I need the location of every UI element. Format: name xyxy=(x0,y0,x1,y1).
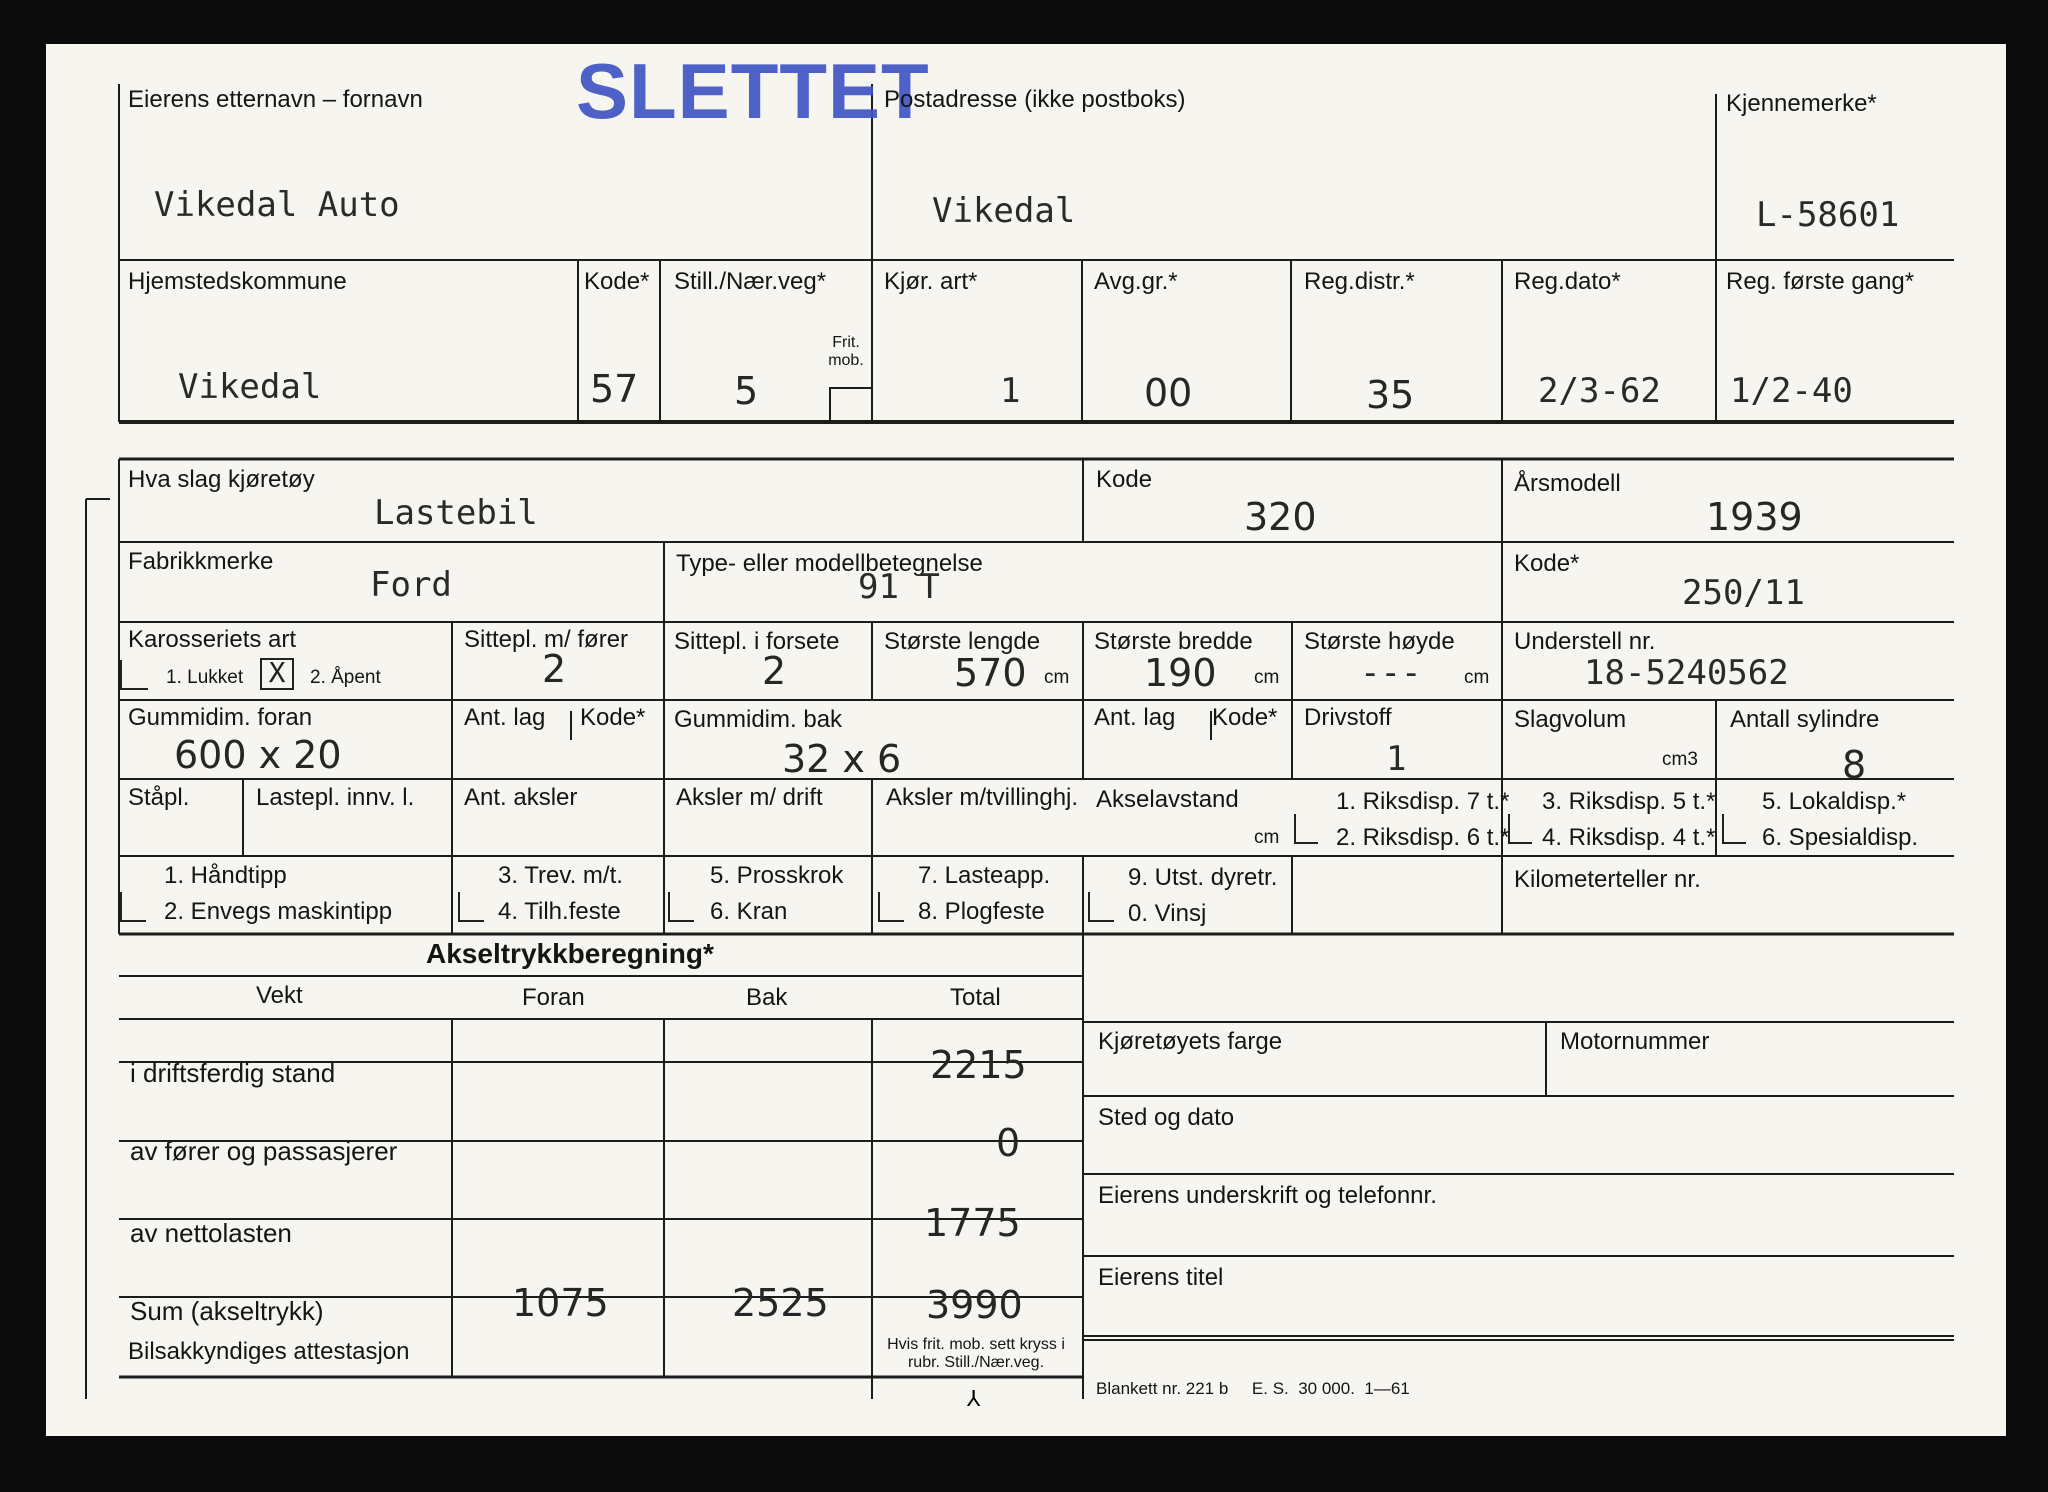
front-ply-label: Ant. lag xyxy=(464,704,546,731)
riksdisp-4-label: 4. Riksdisp. 4 t.* xyxy=(1542,824,1716,851)
seats-with-driver-value: 2 xyxy=(542,647,567,691)
width-label: Største bredde xyxy=(1094,628,1253,655)
row-ready-label: i driftsferdig stand xyxy=(130,1058,336,1088)
kjor-art-value: 1 xyxy=(1000,371,1021,411)
chassis-label: Understell nr. xyxy=(1514,628,1656,655)
still-value: 5 xyxy=(734,369,759,413)
spesialdisp-label: 6. Spesialdisp. xyxy=(1762,824,1919,851)
model-code-label: Kode* xyxy=(1514,550,1580,577)
registration-mark-value: L-58601 xyxy=(1756,195,1900,235)
row-driver-total: 0 xyxy=(996,1121,1021,1165)
wheelbase-label: Akselavstand xyxy=(1096,786,1239,813)
height-value: --- xyxy=(1360,653,1422,693)
row-sum-front: 1075 xyxy=(512,1281,609,1325)
tilh-label: 4. Tilh.feste xyxy=(498,898,621,925)
engine-number-label: Motornummer xyxy=(1560,1028,1710,1055)
arrow-up-icon: ⅄ xyxy=(967,1387,981,1412)
tipp-checkbox[interactable] xyxy=(120,892,146,922)
lasteapp-checkbox[interactable] xyxy=(878,892,904,922)
vehicle-code-value: 320 xyxy=(1244,495,1317,539)
riksdisp-1-label: 1. Riksdisp. 7 t.* xyxy=(1336,788,1510,815)
reg-distr-value: 35 xyxy=(1366,373,1415,417)
reg-date-label: Reg.dato* xyxy=(1514,268,1621,295)
kjor-art-label: Kjør. art* xyxy=(884,268,978,295)
standing-places-label: Ståpl. xyxy=(128,784,190,811)
closed-body-checkbox[interactable] xyxy=(120,660,148,690)
registration-card xyxy=(46,44,2006,1436)
closed-body-label: 1. Lukket xyxy=(166,667,244,688)
trev-label: 3. Trev. m/t. xyxy=(498,862,623,889)
place-date-label: Sted og dato xyxy=(1098,1104,1235,1131)
open-body-checkbox[interactable]: X xyxy=(260,658,294,690)
length-unit: cm xyxy=(1044,667,1070,688)
front-tyre-label: Gummidim. foran xyxy=(128,704,313,731)
model-year-label: Årsmodell xyxy=(1514,470,1621,497)
rear-tyre-value: 32 x 6 xyxy=(782,737,902,781)
length-value: 570 xyxy=(954,651,1027,695)
height-unit: cm xyxy=(1464,667,1490,688)
odometer-label: Kilometerteller nr. xyxy=(1514,866,1701,893)
reg-distr-label: Reg.distr.* xyxy=(1304,268,1415,295)
length-label: Største lengde xyxy=(884,628,1041,655)
rear-tyre-code-label: Kode* xyxy=(1212,704,1278,731)
crane-label: 6. Kran xyxy=(710,898,788,925)
front-tyre-value: 600 x 20 xyxy=(174,733,342,777)
riksdisp-2-label: 2. Riksdisp. 6 t.* xyxy=(1336,824,1510,851)
fuel-value: 1 xyxy=(1386,739,1407,779)
row-sum-label: Sum (akseltrykk) xyxy=(130,1296,324,1326)
col-front-header: Foran xyxy=(522,984,585,1011)
make-value: Ford xyxy=(370,565,452,605)
row-driver-label: av fører og passasjerer xyxy=(130,1136,398,1166)
owner-signature-label: Eierens underskrift og telefonnr. xyxy=(1098,1182,1437,1209)
rear-tyre-label: Gummidim. bak xyxy=(674,706,843,733)
model-value: 91 T xyxy=(858,567,940,607)
utst-label: 9. Utst. dyretr. xyxy=(1128,864,1278,891)
fuel-label: Drivstoff xyxy=(1304,704,1392,731)
width-unit: cm xyxy=(1254,667,1280,688)
winch-label: 0. Vinsj xyxy=(1128,900,1207,927)
frit-mob-label: Frit. mob. xyxy=(828,334,864,370)
code-label: Kode* xyxy=(584,268,650,295)
frit-mob-note: Hvis frit. mob. sett kryss i rubr. Still./Nær.veg. xyxy=(887,1336,1065,1372)
row-sum-rear: 2525 xyxy=(732,1281,829,1325)
twin-axles-label: Aksler m/tvillinghj. xyxy=(886,784,1079,811)
registration-mark-label: Kjennemerke* xyxy=(1726,90,1877,117)
machine-tipper-label: 2. Envegs maskintipp xyxy=(164,898,393,925)
seats-with-driver-label: Sittepl. m/ fører xyxy=(464,626,629,653)
postal-address-value: Vikedal xyxy=(932,191,1076,231)
vehicle-type-value: Lastebil xyxy=(374,493,538,533)
home-municipality-label: Hjemstedskommune xyxy=(128,268,347,295)
riksdisp-3-label: 3. Riksdisp. 5 t.* xyxy=(1542,788,1716,815)
hand-tipper-label: 1. Håndtipp xyxy=(164,862,287,889)
reg-date-value: 2/3-62 xyxy=(1538,371,1661,411)
tow-checkbox[interactable] xyxy=(458,892,484,922)
model-code-value: 250/11 xyxy=(1682,573,1805,613)
vehicle-type-label: Hva slag kjøretøy xyxy=(128,466,315,493)
avg-gr-value: 00 xyxy=(1144,371,1193,415)
col-total-header: Total xyxy=(950,984,1001,1011)
displacement-unit: cm3 xyxy=(1662,749,1698,770)
vehicle-code-label: Kode xyxy=(1096,466,1153,493)
rear-ply-label: Ant. lag xyxy=(1094,704,1176,731)
col-weight-header: Vekt xyxy=(256,982,303,1009)
driven-axles-label: Aksler m/ drift xyxy=(676,784,823,811)
axle-pressure-title: Akseltrykkberegning* xyxy=(426,938,714,969)
prosskrok-checkbox[interactable] xyxy=(668,892,694,922)
cylinders-label: Antall sylindre xyxy=(1730,706,1880,733)
prosskrok-label: 5. Prosskrok xyxy=(710,862,844,889)
owner-title-label: Eierens titel xyxy=(1098,1264,1224,1291)
wheelbase-unit: cm xyxy=(1254,827,1280,848)
cargo-length-label: Lastepl. innv. l. xyxy=(256,784,415,811)
postal-address-label: Postadresse (ikke postboks) xyxy=(884,86,1186,113)
plow-label: 8. Plogfeste xyxy=(918,898,1045,925)
inspector-attestation-label: Bilsakkyndiges attestasjon xyxy=(128,1338,410,1365)
front-tyre-code-label: Kode* xyxy=(580,704,646,731)
owner-name-label: Eierens etternavn – fornavn xyxy=(128,86,423,113)
lasteapp-label: 7. Lasteapp. xyxy=(918,862,1051,889)
height-label: Største høyde xyxy=(1304,628,1455,655)
riksdisp-12-checkbox[interactable] xyxy=(1294,814,1318,844)
riksdisp-34-checkbox[interactable] xyxy=(1508,814,1532,844)
first-reg-value: 1/2-40 xyxy=(1730,371,1853,411)
row-net-label: av nettolasten xyxy=(130,1218,292,1248)
model-year-value: 1939 xyxy=(1706,495,1803,539)
displacement-label: Slagvolum xyxy=(1514,706,1627,733)
code-value: 57 xyxy=(590,367,639,411)
open-body-label: 2. Åpent xyxy=(310,667,381,688)
lokaldisp-label: 5. Lokaldisp.* xyxy=(1762,788,1907,815)
row-net-total: 1775 xyxy=(924,1201,1021,1245)
row-sum-total: 3990 xyxy=(926,1283,1023,1327)
vehicle-color-label: Kjøretøyets farge xyxy=(1098,1028,1283,1055)
first-reg-label: Reg. første gang* xyxy=(1726,268,1915,295)
front-seats-value: 2 xyxy=(762,649,787,693)
model-label: Type- eller modellbetegnelse xyxy=(676,550,983,577)
width-value: 190 xyxy=(1144,651,1217,695)
col-rear-header: Bak xyxy=(746,984,788,1011)
still-label: Still./Nær.veg* xyxy=(674,268,827,295)
lokaldisp-checkbox[interactable] xyxy=(1722,814,1746,844)
slettet-stamp: SLETTET xyxy=(576,47,930,135)
cylinders-value: 8 xyxy=(1842,743,1867,787)
avg-gr-label: Avg.gr.* xyxy=(1094,268,1178,295)
home-municipality-value: Vikedal xyxy=(178,367,322,407)
form-number: Blankett nr. 221 b E. S. 30 000. 1—61 xyxy=(1096,1379,1410,1398)
row-ready-total: 2215 xyxy=(930,1043,1027,1087)
axle-count-label: Ant. aksler xyxy=(464,784,578,811)
front-seats-label: Sittepl. i forsete xyxy=(674,628,840,655)
body-type-label: Karosseriets art xyxy=(128,626,297,653)
make-label: Fabrikkmerke xyxy=(128,548,274,575)
chassis-value: 18-5240562 xyxy=(1584,653,1789,693)
utst-checkbox[interactable] xyxy=(1088,892,1114,922)
owner-name-value: Vikedal Auto xyxy=(154,185,400,225)
